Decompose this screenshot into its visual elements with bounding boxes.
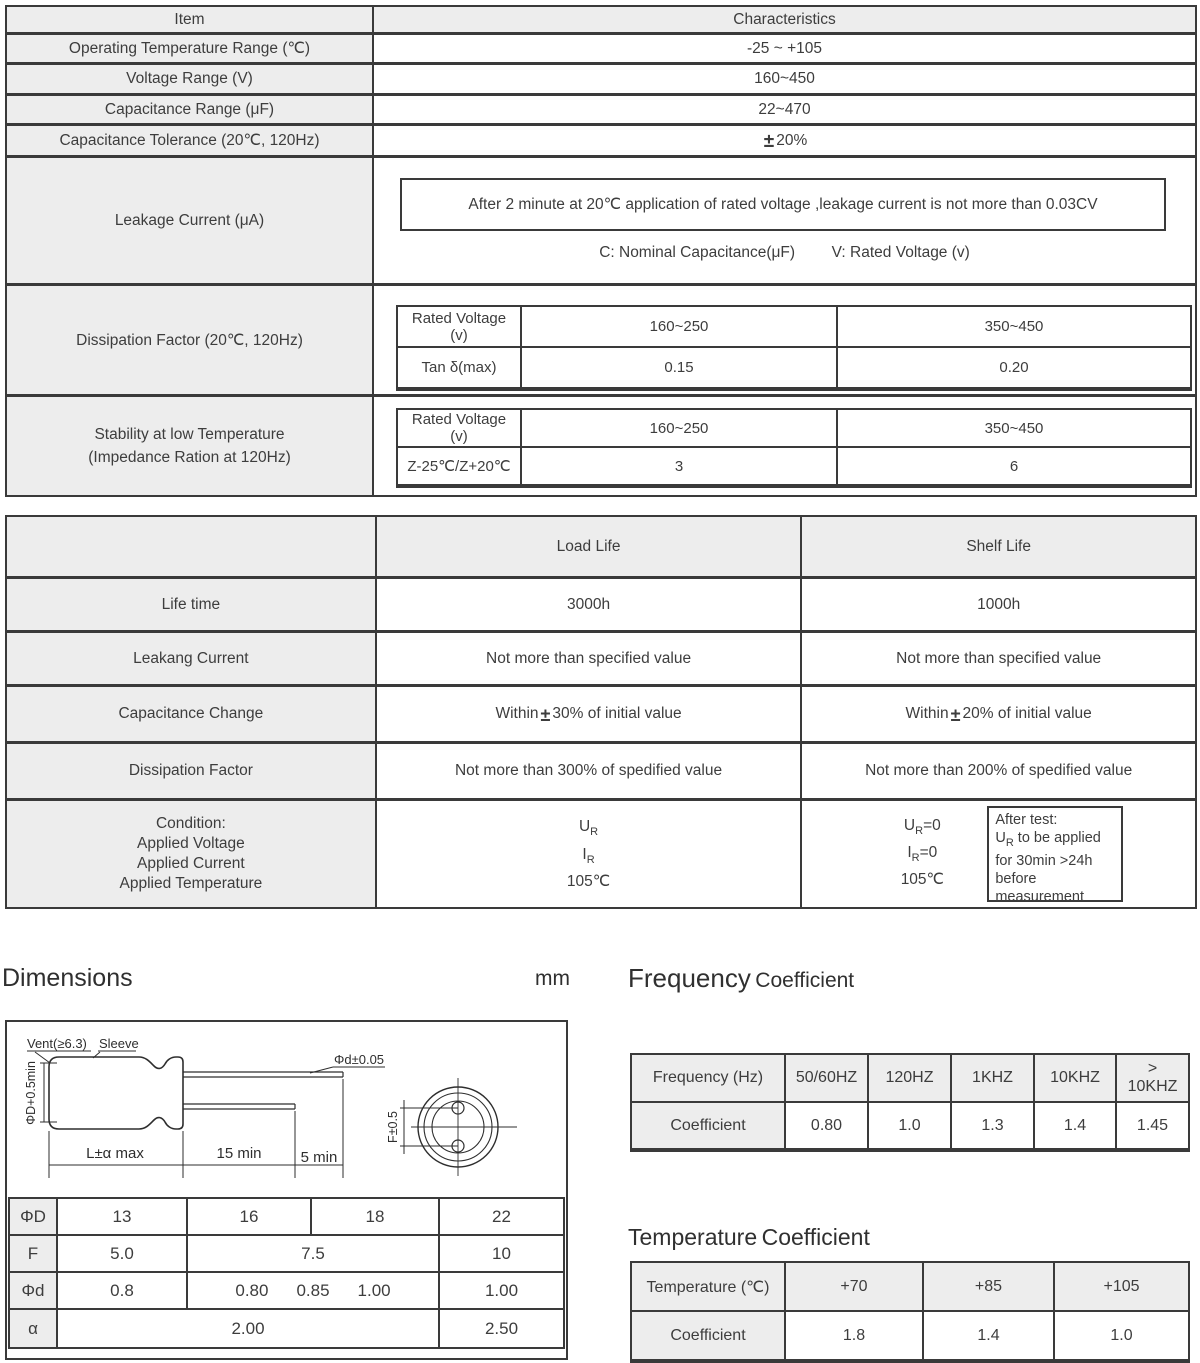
stability-subtable (396, 408, 1192, 488)
dim-value: 5.0 (58, 1236, 188, 1271)
life-table (5, 515, 1197, 909)
temperature-title (628, 1224, 870, 1251)
life-shelf-value (802, 687, 1195, 741)
life-header-row (7, 517, 1195, 579)
dim-value: 0.80 (235, 1280, 269, 1300)
symbol-i: I (582, 845, 587, 863)
spec-label: Dissipation Factor (20℃, 120Hz) (7, 286, 374, 394)
lead-dia-label: Φd±0.05 (334, 1052, 385, 1067)
spec-value: 22~470 (758, 100, 811, 118)
temperature-header: +85 (924, 1263, 1055, 1310)
dim-value: 1.00 (484, 1280, 519, 1300)
within-rest: 30% of initial value (552, 705, 682, 722)
life-shelf-value: Not more than 200% of spedified value (865, 762, 1133, 779)
frequency-value: 1.4 (1035, 1103, 1117, 1148)
leakage-statement: After 2 minute at 20℃ application of rated voltage ,leakage current is not more than 0.03CV (468, 196, 1098, 213)
temperature-value: 1.8 (786, 1312, 924, 1359)
life-row-cap-change (7, 687, 1195, 744)
equals-zero: =0 (919, 844, 938, 862)
subscript-r: R (915, 825, 924, 838)
after-test-box (987, 806, 1123, 905)
frequency-header: > 10KHZ (1117, 1055, 1188, 1101)
life-header-shelf: Shelf Life (802, 517, 1195, 576)
stability-label-line1: Stability at low Temperature (94, 426, 285, 443)
symbol-u: U (995, 830, 1006, 846)
dimensions-box (5, 1020, 568, 1360)
after-test-line: After test: (995, 812, 1058, 828)
dim-value: 0.85 (296, 1280, 330, 1300)
life-label: Life time (7, 579, 377, 630)
frequency-header: 10KHZ (1035, 1055, 1117, 1101)
subtable-row-header: Tan δ(max) (398, 348, 522, 387)
spec-header-row (7, 7, 1195, 35)
temperature-header: +70 (786, 1263, 924, 1310)
within-text: Within (905, 705, 949, 722)
life-label: Leakang Current (7, 633, 377, 684)
dim-value-group (188, 1273, 440, 1308)
capacitor-body-outline (49, 1057, 183, 1129)
life-load-value: Not more than specified value (377, 633, 803, 684)
capacitor-drawing (7, 1022, 566, 1195)
subtable-val-low: 0.15 (522, 348, 838, 387)
condition-shelf-cell (802, 801, 1195, 907)
frequency-value-row (632, 1103, 1188, 1150)
spec-row-capacitance-range (7, 96, 1195, 126)
after-test-line: measurement (995, 888, 1084, 905)
leakage-note-c: C: Nominal Capacitance(μF) (599, 244, 796, 261)
temperature-title-main: Temperature (628, 1224, 758, 1250)
after-test-line (995, 829, 1115, 852)
plus-minus-sign: ± (540, 704, 551, 725)
subtable-val-high: 0.20 (999, 359, 1029, 376)
condition-temp: 105℃ (566, 872, 611, 890)
dim-value: 2.00 (58, 1310, 440, 1347)
spec-label: Leakage Current (μA) (7, 158, 374, 283)
dim-label: ΦD (10, 1199, 58, 1234)
life-row-condition (7, 801, 1195, 907)
frequency-value: 0.80 (786, 1103, 869, 1148)
frequency-title (628, 963, 854, 994)
subtable-val-high: 6 (1009, 457, 1019, 475)
frequency-table (630, 1053, 1190, 1152)
dim-label: α (10, 1310, 58, 1347)
life-row-lifetime (7, 579, 1195, 633)
frequency-header: 120HZ (869, 1055, 952, 1101)
life-header-blank (7, 517, 377, 576)
temperature-value: 1.4 (924, 1312, 1055, 1359)
dim-label: F (10, 1236, 58, 1271)
temperature-table (630, 1261, 1190, 1363)
dissipation-subtable (396, 305, 1192, 391)
dim-value: 7.5 (188, 1236, 440, 1271)
dim-value: 22 (492, 1206, 511, 1226)
equals-zero: =0 (923, 817, 941, 834)
subtable-range-low: 160~250 (522, 307, 838, 346)
body-length-label: L±α max (86, 1145, 144, 1162)
dim-value: 18 (312, 1199, 440, 1234)
lead-end-label: 5 min (300, 1149, 338, 1166)
lead-pitch-label: F±0.5 (386, 1111, 400, 1143)
condition-load-values (567, 816, 610, 891)
life-row-leakage (7, 633, 1195, 687)
subtable-corner: Rated Voltage (v) (398, 307, 522, 346)
frequency-title-sub: Coefficient (755, 969, 855, 992)
frequency-value: 1.45 (1136, 1116, 1169, 1134)
leakage-note (374, 244, 1195, 262)
spec-label (7, 397, 374, 495)
spec-value (374, 126, 1195, 155)
spec-label: Capacitance Tolerance (20℃, 120Hz) (7, 126, 374, 155)
temperature-header: +105 (1055, 1263, 1188, 1310)
sleeve-label: Sleeve (99, 1036, 139, 1051)
temperature-header-row (632, 1263, 1188, 1312)
body-dia-label: ΦD+0.5min (24, 1061, 38, 1125)
life-row-dissipation (7, 744, 1195, 801)
after-test-line: for 30min >24h (995, 852, 1093, 869)
spec-value: -25 ~ +105 (747, 39, 822, 57)
frequency-value: 1.0 (869, 1103, 952, 1148)
bottom-lead (183, 1104, 295, 1109)
frequency-header: 1KHZ (952, 1055, 1035, 1101)
temperature-header: Temperature (℃) (632, 1263, 786, 1310)
life-load-value: 3000h (377, 579, 803, 630)
dimensions-unit: mm (535, 967, 570, 990)
subscript-r: R (1005, 836, 1014, 849)
subtable-range-high: 350~450 (984, 419, 1044, 437)
dissipation-cell (374, 286, 1195, 394)
life-load-value: Not more than 300% of spedified value (377, 744, 803, 798)
stability-label-line2: (Impedance Ration at 120Hz) (88, 449, 291, 466)
subtable-val-low: 3 (522, 448, 838, 484)
life-header-load: Load Life (377, 517, 803, 576)
condition-line: Applied Voltage (137, 835, 245, 852)
endview-centerlines (411, 1078, 517, 1176)
spec-row-stability (7, 397, 1195, 495)
after-test-rest: to be applied (1013, 830, 1101, 846)
condition-line: Applied Current (137, 855, 245, 872)
top-lead (183, 1072, 343, 1077)
condition-line: Applied Temperature (119, 875, 263, 892)
frequency-header: 50/60HZ (786, 1055, 869, 1101)
dimensions-table (8, 1197, 565, 1349)
frequency-value: 1.3 (952, 1103, 1035, 1148)
temperature-row-label: Coefficient (632, 1312, 786, 1359)
dim-value: 1.00 (357, 1280, 391, 1300)
symbol-i: I (907, 844, 912, 862)
vent-label: Vent(≥6.3) (27, 1036, 87, 1051)
subtable-range-high: 350~450 (984, 318, 1044, 335)
frequency-row-label: Coefficient (632, 1103, 786, 1148)
subscript-r: R (590, 826, 599, 839)
dim-value: 2.50 (484, 1318, 519, 1338)
spec-row-tolerance (7, 126, 1195, 158)
condition-load-cell (377, 801, 803, 907)
spec-table (5, 5, 1197, 497)
symbol-u: U (578, 818, 591, 836)
leakage-note-v: V: Rated Voltage (v) (831, 244, 970, 261)
frequency-header-row (632, 1055, 1188, 1103)
spec-header-item: Item (7, 7, 374, 32)
leakage-cell (374, 158, 1195, 283)
spec-row-leakage-current (7, 158, 1195, 286)
temperature-value-row (632, 1312, 1188, 1361)
spec-label: Capacitance Range (μF) (7, 96, 374, 123)
tolerance-value: 20% (776, 131, 808, 149)
after-test-line: before (995, 870, 1037, 887)
plus-minus-sign: ± (950, 704, 961, 725)
symbol-u: U (903, 817, 916, 834)
dimensions-title: Dimensions (2, 964, 133, 992)
spec-label: Voltage Range (V) (7, 65, 374, 93)
condition-shelf-values (872, 815, 972, 890)
condition-temp: 105℃ (900, 871, 944, 889)
spec-row-dissipation (7, 286, 1195, 397)
life-load-value (377, 687, 803, 741)
plus-minus-sign: ± (763, 130, 775, 152)
spec-row-voltage-range (7, 65, 1195, 96)
leakage-statement-box (400, 178, 1166, 231)
life-shelf-value: Not more than specified value (896, 649, 1102, 667)
temperature-title-sub: Coefficient (761, 1224, 870, 1250)
subtable-corner: Rated Voltage (v) (398, 410, 522, 446)
within-rest: 20% of initial value (962, 705, 1092, 722)
spec-row-operating-temp (7, 35, 1195, 65)
spec-value: 160~450 (754, 70, 815, 87)
frequency-title-main: Frequency (628, 963, 751, 993)
within-text: Within (495, 705, 539, 722)
subtable-row-header: Z-25℃/Z+20℃ (398, 448, 522, 484)
life-label: Capacitance Change (7, 687, 377, 741)
dim-value: 13 (58, 1199, 188, 1234)
subtable-range-low: 160~250 (522, 410, 838, 446)
life-shelf-value: 1000h (977, 595, 1021, 613)
spec-label: Operating Temperature Range (℃) (7, 35, 374, 62)
condition-line: Condition: (155, 815, 226, 832)
spec-header-characteristics: Characteristics (374, 7, 1195, 32)
temperature-value: 1.0 (1110, 1326, 1133, 1344)
stability-cell (374, 397, 1195, 495)
subscript-r: R (911, 852, 920, 865)
dim-label: Φd (10, 1273, 58, 1308)
life-label: Dissipation Factor (7, 744, 377, 798)
frequency-header: Frequency (Hz) (632, 1055, 786, 1101)
subscript-r: R (586, 853, 595, 866)
dim-value: 10 (492, 1243, 511, 1263)
condition-label (7, 801, 377, 907)
dim-value: 0.8 (58, 1273, 188, 1308)
lead-length-label: 15 min (216, 1145, 262, 1162)
dim-value: 16 (188, 1199, 312, 1234)
